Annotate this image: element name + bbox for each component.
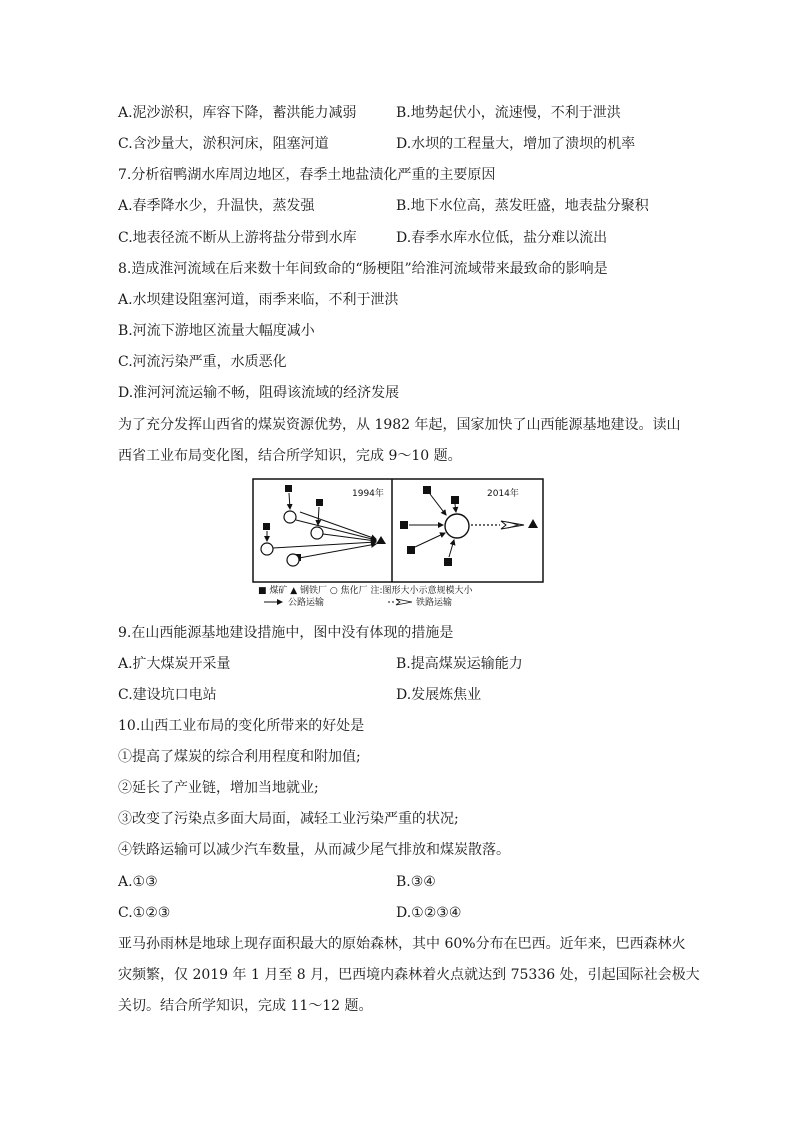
coal-mine-icon xyxy=(316,499,323,506)
coal-mine-icon xyxy=(423,486,431,494)
q10-stem: 10.山西工业布局的变化所带来的好处是 xyxy=(118,718,365,734)
coal-mine-icon xyxy=(400,521,408,529)
q10-option-b: B.③④ xyxy=(396,874,436,890)
coking-plant-icon xyxy=(261,543,273,555)
intro-9-10-line2: 西省工业布局变化图，结合所学知识，完成 9～10 题。 xyxy=(118,448,462,464)
q6-option-c: C.含沙量大，淤积河床，阻塞河道 xyxy=(118,136,329,152)
q10-option-d: D.①②③④ xyxy=(396,905,462,921)
q9-option-d: D.发展炼焦业 xyxy=(396,687,482,703)
legend-rail: 铁路运输 xyxy=(416,598,453,608)
intro-11-12-line1: 亚马孙雨林是地球上现存面积最大的原始森林，其中 60%分布在巴西。近年来，巴西森林火 xyxy=(118,936,686,952)
q10-statement-3: ③改变了污染点多面大局面，减轻工业污染严重的状况; xyxy=(118,811,459,827)
q7-stem: 7.分析宿鸭湖水库周边地区，春季土地盐渍化严重的主要原因 xyxy=(118,167,496,183)
coal-mine-icon xyxy=(451,496,459,504)
q7-option-c: C.地表径流不断从上游将盐分带到水库 xyxy=(118,230,357,246)
q9-option-b: B.提高煤炭运输能力 xyxy=(396,656,523,672)
q9-stem: 9.在山西能源基地建设措施中，图中没有体现的措施是 xyxy=(118,625,454,641)
legend-road: 公路运输 xyxy=(288,598,325,608)
q7-option-b: B.地下水位高，蒸发旺盛，地表盐分聚积 xyxy=(396,198,649,214)
coal-mine-icon xyxy=(263,523,270,530)
coking-plant-icon xyxy=(284,511,296,523)
year-1994-label: 1994年 xyxy=(352,489,384,499)
q10-statement-2: ②延长了产业链，增加当地就业; xyxy=(118,780,319,796)
legend-row1: ■ 煤矿 ▲ 钢铁厂 ○ 焦化厂 注:图形大小示意规模大小 xyxy=(258,586,473,596)
q8-stem: 8.造成淮河流域在后来数十年间致命的“肠梗阻”给淮河流域带来最致命的影响是 xyxy=(118,261,608,277)
coal-mine-icon xyxy=(444,558,452,566)
q7-option-a: A.春季降水少，升温快，蒸发强 xyxy=(118,198,315,214)
q8-option-b: B.河流下游地区流量大幅度减小 xyxy=(118,323,315,339)
intro-9-10-line1: 为了充分发挥山西省的煤炭资源优势，从 1982 年起，国家加快了山西能源基地建设。读山 xyxy=(118,417,681,433)
coal-mine-icon xyxy=(407,546,415,554)
intro-11-12-line2: 灾频繁，仅 2019 年 1 月至 8 月，巴西境内森林着火点就达到 75336 处，引起国际社会极大 xyxy=(118,967,700,983)
q6-option-d: D.水坝的工程量大，增加了溃坝的机率 xyxy=(396,136,636,152)
q8-option-d: D.淮河河流运输不畅，阻碍该流域的经济发展 xyxy=(118,385,400,401)
coal-mine-icon xyxy=(285,485,292,492)
q9-option-a: A.扩大煤炭开采量 xyxy=(118,656,231,672)
year-2014-label: 2014年 xyxy=(487,489,519,499)
railway-arrow-icon xyxy=(396,599,412,605)
q10-statement-1: ①提高了煤炭的综合利用程度和附加值; xyxy=(118,749,361,765)
q6-option-a: A.泥沙淤积，库容下降，蓄洪能力减弱 xyxy=(118,105,357,121)
intro-11-12-line3: 关切。结合所学知识，完成 11～12 题。 xyxy=(118,998,373,1014)
steel-plant-icon xyxy=(376,536,386,544)
q10-statement-4: ④铁路运输可以减少汽车数量，从而减少尾气排放和煤炭散落。 xyxy=(118,842,510,858)
q10-option-c: C.①②③ xyxy=(118,905,171,921)
steel-plant-icon xyxy=(528,519,538,528)
industry-layout-figure xyxy=(252,478,544,608)
q8-option-a: A.水坝建设阻塞河道，雨季来临，不利于泄洪 xyxy=(118,292,399,308)
q7-option-d: D.春季水库水位低，盐分难以流出 xyxy=(396,230,608,246)
q8-option-c: C.河流污染严重，水质恶化 xyxy=(118,354,287,370)
railway-arrow-icon xyxy=(501,521,524,529)
coking-plant-icon xyxy=(445,514,469,538)
coking-plant-icon xyxy=(311,527,323,539)
q10-option-a: A.①③ xyxy=(118,874,158,890)
q9-option-c: C.建设坑口电站 xyxy=(118,687,217,703)
q6-option-b: B.地势起伏小，流速慢，不利于泄洪 xyxy=(396,105,621,121)
coking-plant-icon xyxy=(287,554,299,566)
